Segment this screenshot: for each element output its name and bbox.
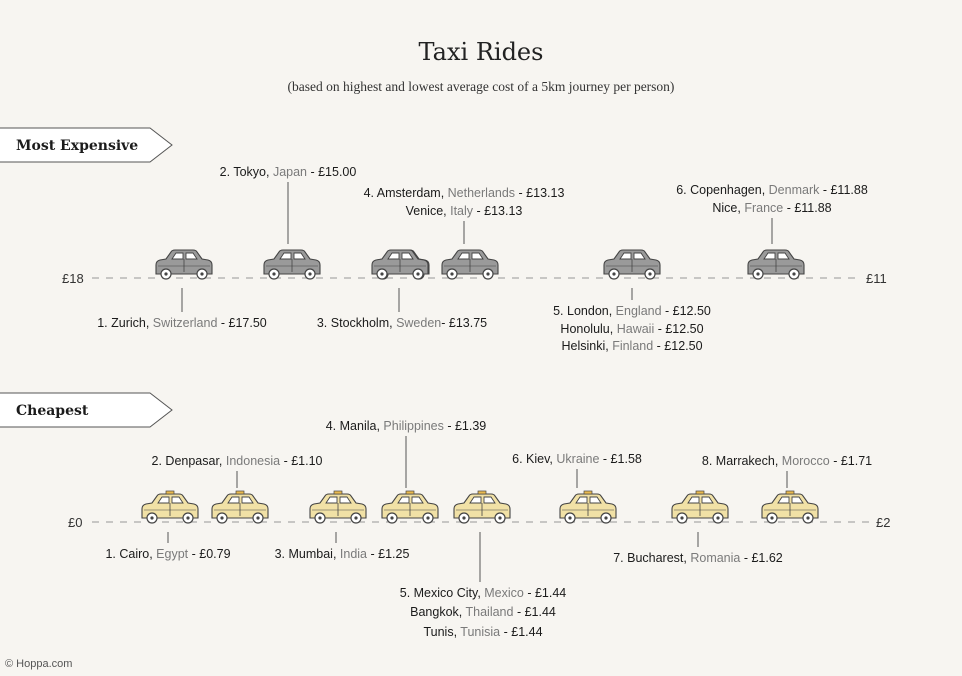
taxi-sign <box>406 491 414 494</box>
credit-text: © Hoppa.com <box>5 658 73 670</box>
section-tag <box>0 393 172 427</box>
point-price: - £11.88 <box>819 183 868 197</box>
point-price: - £1.58 <box>599 452 642 466</box>
taxi-marker <box>672 491 728 523</box>
taxi-marker <box>442 250 498 279</box>
point-country: Thailand <box>465 605 514 619</box>
point-city: Bangkok, <box>410 605 466 619</box>
section-title: Most Expensive <box>16 138 139 154</box>
point-country: Morocco <box>781 454 830 468</box>
point-price: - £1.71 <box>829 454 873 468</box>
point-label <box>406 204 523 218</box>
taxi-sign <box>166 491 174 494</box>
point-country: Hawaii <box>616 322 655 336</box>
point-label <box>561 339 702 353</box>
point-city: 6. Kiev, <box>512 452 557 466</box>
taxi-hub <box>806 516 809 519</box>
point-price: - £1.39 <box>443 419 487 433</box>
point-label <box>613 551 783 565</box>
point-label <box>676 183 868 197</box>
taxi-marker <box>604 250 660 279</box>
point-country: Japan <box>272 165 307 179</box>
point-price: - £13.13 <box>515 186 565 200</box>
point-country: Philippines <box>383 419 444 433</box>
point-city: 1. Zurich, <box>97 316 153 330</box>
taxi-hub <box>612 272 615 275</box>
taxi-hub <box>680 516 683 519</box>
point-country: India <box>339 547 368 561</box>
point-city: Helsinki, <box>561 339 613 353</box>
point-country: Indonesia <box>225 454 281 468</box>
point-city: 6. Copenhagen, <box>676 183 769 197</box>
point-country: Sweden <box>396 316 442 330</box>
section-title: Cheapest <box>16 403 89 419</box>
axis-right-label: £2 <box>876 515 891 530</box>
point-price: - £11.88 <box>783 201 832 215</box>
taxi-hub <box>354 516 357 519</box>
taxi-hub <box>380 272 383 275</box>
point-label <box>560 322 703 336</box>
point-label <box>410 605 556 619</box>
point-label <box>326 419 487 433</box>
taxi-hub <box>792 272 795 275</box>
point-country: France <box>744 201 784 215</box>
point-city: 4. Manila, <box>325 419 384 433</box>
taxi-hub <box>150 516 153 519</box>
taxi-marker <box>372 250 428 279</box>
point-country: Denmark <box>768 183 820 197</box>
taxi-hub <box>716 516 719 519</box>
point-city: 7. Bucharest, <box>613 551 691 565</box>
taxi-hub <box>462 516 465 519</box>
taxi-marker <box>382 491 438 523</box>
point-price: - £1.25 <box>367 547 410 561</box>
taxi-hub <box>308 272 311 275</box>
point-price: - £1.44 <box>513 605 556 619</box>
taxi-hub <box>648 272 651 275</box>
taxi-marker <box>310 491 366 523</box>
axis-left-label: £0 <box>68 515 83 530</box>
taxi-hub <box>770 516 773 519</box>
point-price: - £12.50 <box>654 322 704 336</box>
point-label <box>317 316 487 330</box>
section-most-expensive <box>0 128 887 353</box>
point-country: Romania <box>690 551 741 565</box>
point-country: Egypt <box>156 547 189 561</box>
point-label <box>275 547 410 561</box>
point-label <box>702 454 872 468</box>
taxi-marker <box>142 491 198 523</box>
point-label <box>712 201 831 215</box>
point-label <box>423 625 542 639</box>
taxi-hub <box>486 272 489 275</box>
taxi-marker <box>212 491 268 523</box>
point-country: Mexico <box>484 586 524 600</box>
axis-right-label: £11 <box>866 271 887 286</box>
point-price: - £15.00 <box>307 165 357 179</box>
taxi-sign <box>696 491 704 494</box>
point-price: - £12.50 <box>653 339 703 353</box>
chart-title: Taxi Rides <box>418 38 544 66</box>
section-cheapest <box>0 393 890 639</box>
point-label <box>220 165 357 179</box>
point-price: - £1.44 <box>500 625 543 639</box>
taxi-hub <box>568 516 571 519</box>
point-label <box>512 452 642 466</box>
taxi-marker <box>762 491 818 523</box>
taxi-marker <box>454 491 510 523</box>
taxi-hub <box>164 272 167 275</box>
taxi-hub <box>318 516 321 519</box>
point-city: 3. Mumbai, <box>274 547 340 561</box>
point-city: 4. Amsterdam, <box>363 186 448 200</box>
taxi-hub <box>498 516 501 519</box>
point-city: 1. Cairo, <box>105 547 157 561</box>
point-country: Finland <box>612 339 654 353</box>
point-price: - £1.10 <box>280 454 323 468</box>
taxi-hub <box>256 516 259 519</box>
point-price: - £0.79 <box>188 547 231 561</box>
point-country: Ukraine <box>556 452 600 466</box>
taxi-marker <box>748 250 804 279</box>
chart-subtitle: (based on highest and lowest average cost of a 5km journey per person) <box>287 79 675 94</box>
point-price: - £13.13 <box>473 204 523 218</box>
taxi-hub <box>390 516 393 519</box>
section-tag <box>0 128 172 162</box>
point-price: - £13.75 <box>441 316 488 330</box>
point-label <box>152 454 323 468</box>
point-country: England <box>615 304 662 318</box>
taxi-hub <box>426 516 429 519</box>
point-country: Italy <box>450 204 474 218</box>
point-label <box>105 547 230 561</box>
point-country: Netherlands <box>447 186 516 200</box>
taxi-hub <box>272 272 275 275</box>
point-country: Switzerland <box>152 316 218 330</box>
point-city: Honolulu, <box>560 322 617 336</box>
taxi-hub <box>604 516 607 519</box>
taxi-hub <box>186 516 189 519</box>
point-label <box>553 304 711 318</box>
taxi-sign <box>478 491 486 494</box>
point-city: Tunis, <box>423 625 461 639</box>
point-city: 2. Denpasar, <box>151 454 226 468</box>
taxi-sign <box>584 491 592 494</box>
taxi-hub <box>416 272 419 275</box>
point-city: Venice, <box>405 204 451 218</box>
point-city: 3. Stockholm, <box>316 316 397 330</box>
axis-left-label: £18 <box>62 271 84 286</box>
taxi-marker <box>560 491 616 523</box>
taxi-marker <box>156 250 212 279</box>
taxi-hub <box>200 272 203 275</box>
point-city: 5. London, <box>553 304 616 318</box>
taxi-sign <box>236 491 244 494</box>
point-price: - £1.62 <box>740 551 783 565</box>
point-price: - £17.50 <box>217 316 267 330</box>
taxi-hub <box>450 272 453 275</box>
point-city: 5. Mexico City, <box>399 586 485 600</box>
point-city: Nice, <box>712 201 745 215</box>
point-price: - £1.44 <box>523 586 567 600</box>
point-country: Tunisia <box>460 625 501 639</box>
point-city: 8. Marrakech, <box>701 454 782 468</box>
point-label <box>97 316 267 330</box>
taxi-hub <box>220 516 223 519</box>
point-label <box>400 586 567 600</box>
point-label <box>364 186 565 200</box>
point-price: - £12.50 <box>661 304 711 318</box>
taxi-sign <box>334 491 342 494</box>
taxi-marker <box>264 250 320 279</box>
taxi-sign <box>786 491 794 494</box>
taxi-hub <box>756 272 759 275</box>
point-city: 2. Tokyo, <box>219 165 273 179</box>
